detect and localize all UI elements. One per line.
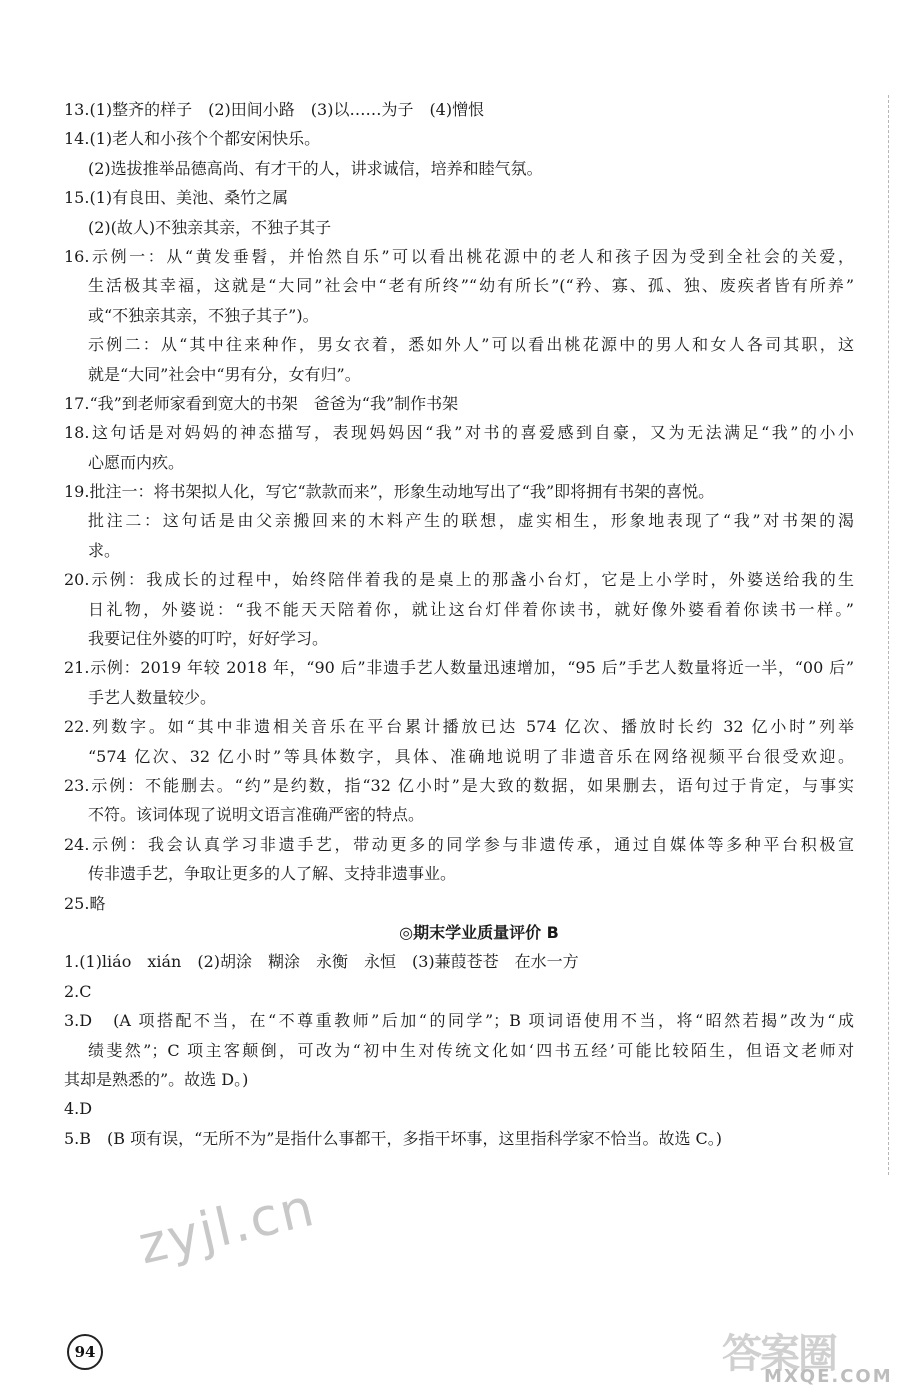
answer-line: 或“不独亲其亲，不独子其子”)。 bbox=[88, 305, 319, 325]
answer-line: (2)(故人)不独亲其亲，不独子其子 bbox=[88, 217, 332, 237]
answer-line: 23.示例：不能删去。“约”是约数，指“32 亿小时”是大致的数据，如果删去，语句过于肯定，与事实 bbox=[64, 775, 854, 795]
answer-line: 其却是熟悉的”。故选 D。) bbox=[64, 1069, 249, 1089]
answer-line: 18.这句话是对妈妈的神态描写，表现妈妈因“我”对书的喜爱感到自豪，又为无法满足“我”的小小 bbox=[64, 423, 854, 443]
margin-dashed-rule bbox=[888, 95, 889, 1175]
answer-line: 3.D (A 项搭配不当，在“不尊重教师”后加“的同学”；B 项词语使用不当，将“昭然若揭”改为“成 bbox=[64, 1011, 854, 1031]
answer-line: 22.列数字。如“其中非遗相关音乐在平台累计播放已达 574 亿次、播放时长约 32 亿小时”列举 bbox=[64, 717, 854, 737]
answer-content bbox=[64, 100, 854, 1158]
answer-line: 求。 bbox=[88, 540, 121, 560]
answer-line: 1.(1)liáo xián (2)胡涂 糊涂 永衡 永恒 (3)蒹葭苍苍 在水一方 bbox=[64, 952, 579, 972]
answer-line: 2.C bbox=[64, 981, 92, 1001]
brand-logo-subtext: MXQE.COM bbox=[764, 1366, 893, 1387]
watermark-logo: zyjl.cn bbox=[133, 1177, 321, 1277]
answer-line: 生活极其幸福，这就是“大同”社会中“老有所终”“幼有所长”(“矜、寡、孤、独、废疾者皆有所养” bbox=[88, 276, 854, 296]
answer-line: 示例二：从“其中往来种作，男女衣着，悉如外人”可以看出桃花源中的男人和女人各司其职，这 bbox=[88, 335, 854, 355]
answer-line: (2)选拔推举品德高尚、有才干的人，讲求诚信，培养和睦气氛。 bbox=[88, 158, 543, 178]
answer-line: 心愿而内疚。 bbox=[88, 452, 185, 472]
answer-line: 手艺人数量较少。 bbox=[88, 687, 217, 707]
answers-b-list bbox=[64, 952, 854, 1148]
answer-line: 24.示例：我会认真学习非遗手艺，带动更多的同学参与非遗传承，通过自媒体等多种平台积极宣 bbox=[64, 834, 854, 854]
answer-line: 13.(1)整齐的样子 (2)田间小路 (3)以……为子 (4)憎恨 bbox=[64, 100, 485, 119]
answer-line: 我要记住外婆的叮咛，好好学习。 bbox=[88, 629, 329, 649]
page-number: 94 bbox=[67, 1334, 103, 1370]
answer-line: 17.“我”到老师家看到宽大的书架 爸爸为“我”制作书架 bbox=[64, 393, 459, 413]
answer-line: 14.(1)老人和小孩个个都安闲快乐。 bbox=[64, 129, 321, 149]
answer-line: 日礼物，外婆说：“我不能天天陪着你，就让这台灯伴着你读书，就好像外婆看着你读书一样。” bbox=[88, 599, 854, 619]
answer-line: 不符。该词体现了说明文语言准确严密的特点。 bbox=[88, 805, 425, 825]
answer-line: 绩斐然”；C 项主客颠倒，可改为“初中生对传统文化如‘四书五经’可能比较陌生，但语文老师对 bbox=[88, 1040, 854, 1060]
answer-line: 25.略 bbox=[64, 893, 106, 913]
answer-line: 批注二：这句话是由父亲搬回来的木料产生的联想，虚实相生，形象地表现了“我”对书架的渴 bbox=[88, 511, 854, 531]
section-title: ◎期末学业质量评价 B bbox=[399, 922, 559, 942]
brand-logo: 答案圈 bbox=[722, 1331, 836, 1377]
answer-line: 传非遗手艺，争取让更多的人了解、支持非遗事业。 bbox=[88, 864, 457, 884]
answers-list bbox=[64, 100, 854, 914]
answer-line: 16.示例一：从“黄发垂髫，并怡然自乐”可以看出桃花源中的老人和孩子因为受到全社会的关爱， bbox=[64, 246, 854, 266]
answer-line: 20.示例：我成长的过程中，始终陪伴着我的是桌上的那盏小台灯，它是上小学时，外婆送给我的生 bbox=[64, 570, 854, 590]
answer-line: “574 亿次、32 亿小时”等具体数字，具体、准确地说明了非遗音乐在网络视频平台很受欢迎。 bbox=[88, 746, 854, 766]
answer-line: 19.批注一：将书架拟人化，写它“款款而来”，形象生动地写出了“我”即将拥有书架的喜悦。 bbox=[64, 482, 715, 502]
answer-line: 就是“大同”社会中“男有分，女有归”。 bbox=[88, 364, 361, 384]
answer-line: 4.D bbox=[64, 1099, 93, 1119]
answer-line: 15.(1)有良田、美池、桑竹之属 bbox=[64, 188, 289, 208]
answer-line: 5.B (B 项有误，“无所不为”是指什么事都干，多指干坏事，这里指科学家不恰当。故选 C。) bbox=[64, 1128, 723, 1148]
answer-line: 21.示例：2019 年较 2018 年，“90 后”非遗手艺人数量迅速增加，“95 后”手艺人数量将近一半，“00 后” bbox=[64, 658, 854, 678]
